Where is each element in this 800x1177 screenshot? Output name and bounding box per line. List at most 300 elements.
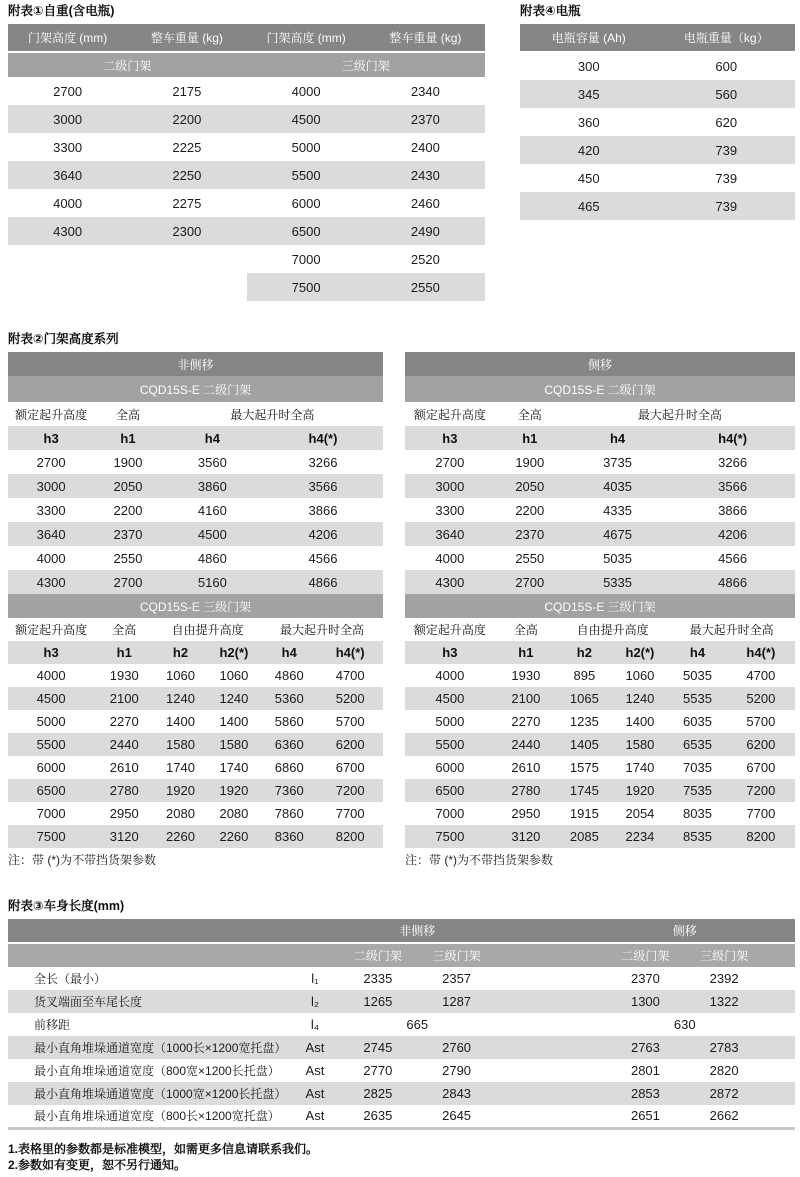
cell: 2950 (511, 806, 541, 821)
cell: 1240 (625, 691, 655, 706)
cell: 2340 (410, 83, 440, 99)
cell: 1400 (166, 714, 195, 729)
group-header: 三级门架 (247, 52, 486, 77)
band-spacer (763, 943, 795, 967)
cell: 5200 (746, 691, 776, 706)
cell: 2700 (113, 574, 143, 590)
cell: 1235 (569, 714, 599, 729)
table-row (520, 164, 795, 192)
cell: 1580 (166, 737, 195, 752)
cell: 2700 (515, 574, 545, 590)
cell: 1920 (166, 783, 195, 798)
spacer-cell (763, 1036, 795, 1059)
cell: 2080 (219, 806, 249, 821)
group-header: 额定起升高度 (405, 618, 495, 641)
cell: 7200 (335, 783, 365, 798)
band-spacer (763, 919, 795, 943)
spacer-cell (763, 1082, 795, 1105)
cell: 3300 (36, 502, 66, 518)
cell: 4866 (308, 574, 338, 590)
table-row (8, 733, 383, 756)
cell: 2270 (109, 714, 139, 729)
cell (127, 273, 246, 301)
cell: 8535 (683, 829, 712, 844)
cell: 6700 (335, 760, 365, 775)
cell: 4500 (197, 526, 227, 542)
column-header: h4 (261, 641, 317, 664)
cell: 7500 (36, 829, 66, 844)
cell: 4000 (36, 668, 66, 683)
cell: 3640 (53, 167, 83, 183)
cell: 2250 (172, 167, 202, 183)
cell: 8200 (746, 829, 776, 844)
cell: 4000 (435, 668, 465, 683)
column-header: h2 (557, 641, 612, 664)
cell: 620 (715, 114, 738, 130)
table-body (405, 664, 795, 848)
spacer-cell (763, 990, 795, 1013)
cell: 6200 (746, 737, 776, 752)
table-body (8, 664, 383, 848)
cell: 1400 (219, 714, 249, 729)
variant-band-row (8, 919, 795, 943)
cell: 1300 (630, 994, 660, 1009)
cell: 2370 (515, 526, 545, 542)
column-header: h4 (162, 426, 263, 450)
three-stage-mast-table (405, 594, 795, 848)
model-band-row (405, 376, 795, 402)
row-symbol: l₄ (310, 1017, 320, 1032)
cell: 2225 (172, 139, 202, 155)
row-symbol: l₁ (311, 971, 319, 986)
row-symbol: Ast (305, 1108, 325, 1124)
table3-title: 附表③车身长度(mm) (8, 899, 125, 913)
cell: 2790 (442, 1063, 472, 1078)
spacer-cell (763, 1059, 795, 1082)
cell: 4700 (335, 668, 365, 683)
column-header: h3 (405, 426, 495, 450)
cell: 4675 (603, 526, 632, 542)
table-row (8, 474, 383, 498)
cell: 2550 (410, 279, 440, 295)
cell: 7535 (683, 783, 712, 798)
cell: 3640 (36, 526, 66, 542)
table-row (405, 498, 795, 522)
cell: 6860 (274, 760, 304, 775)
cell: 600 (715, 59, 738, 74)
group-header-row (8, 618, 383, 641)
row-symbol: Ast (305, 1086, 325, 1101)
cell: 2200 (113, 502, 143, 518)
cell: 2700 (53, 83, 83, 99)
cell: 6500 (36, 783, 66, 798)
row-label: 最小直角堆垛通道宽度（800宽×1200长托盘） (34, 1064, 280, 1078)
column-header: 三级门架 (417, 943, 496, 967)
table-row (405, 710, 795, 733)
cell: 5860 (274, 714, 304, 729)
table-row (8, 161, 485, 189)
table-row (520, 80, 795, 108)
note-text: 注：带 (*)为不带挡货架参数 (405, 853, 553, 867)
cell: 560 (715, 86, 738, 102)
cell: 1575 (569, 760, 599, 775)
cell: 2050 (515, 478, 545, 494)
table2-title: 附表②门架高度系列 (8, 332, 119, 346)
column-header: h1 (495, 641, 557, 664)
table-row (8, 450, 383, 474)
table-row (8, 77, 485, 105)
two-stage-mast-table (405, 352, 795, 594)
cell: 5335 (603, 574, 632, 590)
row-label: 货叉端面至车尾长度 (34, 995, 143, 1009)
cell: 4000 (435, 550, 465, 566)
group-header: 全高 (94, 618, 154, 641)
two-stage-mast-table (8, 352, 383, 594)
table-row (8, 825, 383, 848)
group-header: 自由提升高度 (154, 618, 261, 641)
cell: 4335 (603, 502, 632, 518)
cell: 3566 (718, 478, 748, 494)
cell: 345 (577, 86, 600, 102)
table-body (8, 967, 795, 1128)
spacer-cell (496, 1036, 606, 1059)
cell: 2700 (435, 454, 465, 470)
cell: 2335 (363, 971, 393, 986)
cell (8, 245, 127, 273)
group-header-row (405, 402, 795, 426)
group-header: 最大起升时全高 (565, 402, 795, 426)
cell: 4700 (746, 668, 776, 683)
cell: 4000 (53, 195, 83, 211)
cell: 7700 (335, 806, 365, 821)
cell: 739 (715, 198, 738, 214)
cell: 2700 (36, 454, 66, 470)
cell: 5700 (335, 714, 365, 729)
group-header: 额定起升高度 (8, 618, 94, 641)
cell: 4860 (197, 550, 227, 566)
table-row (8, 570, 383, 594)
cell: 2520 (410, 251, 440, 267)
table-row (405, 570, 795, 594)
cell: 2853 (630, 1086, 660, 1101)
group-header: 全高 (495, 618, 557, 641)
cell: 1930 (511, 668, 541, 683)
cell: 7200 (746, 783, 776, 798)
model-band-row (8, 376, 383, 402)
cell: 4300 (53, 223, 83, 239)
cell: 2200 (172, 111, 202, 127)
table-row (8, 105, 485, 133)
spacer-cell (763, 1105, 795, 1128)
table-row (405, 733, 795, 756)
model-band-row (405, 594, 795, 618)
cell: 2825 (363, 1086, 393, 1101)
spacer-cell (763, 967, 795, 990)
column-header: 三级门架 (685, 943, 764, 967)
table-row (8, 687, 383, 710)
cell: 3266 (308, 454, 338, 470)
cell: 2745 (363, 1040, 393, 1055)
cell: 3000 (36, 478, 66, 494)
cell: 2440 (511, 737, 541, 752)
cell: 2635 (363, 1108, 393, 1124)
body-length-table (8, 919, 795, 1130)
cell: 4500 (291, 111, 321, 127)
model-band-row (8, 594, 383, 618)
cell: 1740 (625, 760, 655, 775)
cell: 5000 (435, 714, 465, 729)
table-row (8, 1013, 795, 1036)
table-row (8, 1105, 795, 1128)
table-row (405, 756, 795, 779)
table-row (405, 779, 795, 802)
band-spacer (496, 943, 606, 967)
cell: 5535 (683, 691, 712, 706)
cell: 2275 (172, 195, 202, 211)
table-row (8, 756, 383, 779)
variant-band-label: 侧移 (405, 352, 795, 376)
cell: 6535 (683, 737, 712, 752)
column-header: h1 (94, 641, 154, 664)
cell: 6360 (274, 737, 304, 752)
cell: 3300 (435, 502, 465, 518)
cell: 1240 (166, 691, 195, 706)
cell: 5700 (746, 714, 776, 729)
cell: 4206 (308, 526, 338, 542)
table1-title: 附表①自重(含电瓶) (8, 4, 115, 18)
cell (8, 273, 127, 301)
cell: 2392 (709, 971, 739, 986)
cell: 1740 (166, 760, 195, 775)
footer-notes (8, 1141, 788, 1173)
cell: 2175 (172, 83, 202, 99)
cell: 1930 (109, 668, 139, 683)
column-header: 整车重量 (kg) (127, 24, 246, 52)
table-body (8, 77, 485, 301)
self-weight-table (8, 24, 485, 301)
variant-band-label: 非侧移 (8, 352, 383, 376)
table-row (8, 802, 383, 825)
table-row (405, 474, 795, 498)
cell: 2610 (511, 760, 541, 775)
cell: 3266 (718, 454, 748, 470)
cell: 2872 (709, 1086, 739, 1101)
battery-table (520, 24, 795, 220)
cell: 5000 (291, 139, 321, 155)
spacer-cell (496, 1013, 606, 1036)
table-row (8, 1036, 795, 1059)
table-row (8, 546, 383, 570)
cell: 4866 (718, 574, 748, 590)
column-header: h3 (405, 641, 495, 664)
group-header-row (8, 402, 383, 426)
cell: 7500 (291, 279, 321, 295)
column-header: h2(*) (612, 641, 669, 664)
table-row (405, 664, 795, 687)
cell: 5035 (683, 668, 712, 683)
three-stage-mast-table (8, 594, 383, 848)
table-row (8, 498, 383, 522)
cell: 2370 (410, 111, 440, 127)
table-row (8, 710, 383, 733)
cell: 2843 (442, 1086, 472, 1101)
table-row (8, 522, 383, 546)
cell: 1920 (219, 783, 249, 798)
group-header: 侧移 (606, 919, 763, 943)
cell: 2820 (709, 1063, 739, 1078)
cell: 4035 (603, 478, 632, 494)
cell: 895 (573, 668, 596, 683)
mast-group-row (8, 52, 485, 77)
cell: 6000 (36, 760, 66, 775)
symbol-header-row (8, 641, 383, 664)
cell: 4860 (274, 668, 304, 683)
cell: 3866 (308, 502, 338, 518)
cell: 2085 (569, 829, 599, 844)
mast-variant-sideshift (405, 352, 795, 868)
cell: 4300 (36, 574, 66, 590)
column-header: h4(*) (263, 426, 383, 450)
cell: 1287 (442, 994, 472, 1009)
cell: 2651 (630, 1108, 660, 1124)
cell: 6035 (683, 714, 712, 729)
variant-band-row (405, 352, 795, 376)
cell: 1265 (363, 994, 393, 1009)
cell: 3866 (718, 502, 748, 518)
cell: 2430 (410, 167, 440, 183)
table-row (8, 217, 485, 245)
cell: 450 (577, 170, 600, 186)
cell: 3735 (603, 454, 632, 470)
model-band-label: CQD15S-E 二级门架 (405, 376, 795, 402)
cell: 2260 (166, 829, 195, 844)
cell: 1580 (219, 737, 249, 752)
cell: 4566 (718, 550, 748, 566)
cell: 1060 (219, 668, 249, 683)
self-weight-section (8, 4, 485, 301)
cell: 3560 (197, 454, 227, 470)
cell: 5200 (335, 691, 365, 706)
column-header: h4 (565, 426, 670, 450)
cell: 2270 (511, 714, 541, 729)
group-header: 最大起升时全高 (261, 618, 383, 641)
group-header: 非侧移 (339, 919, 496, 943)
cell: 2100 (109, 691, 139, 706)
cell: 2780 (109, 783, 139, 798)
column-header: h4 (668, 641, 727, 664)
spacer-cell (496, 990, 606, 1013)
cell: 2357 (442, 971, 472, 986)
row-label: 最小直角堆垛通道宽度（1000长×1200宽托盘） (34, 1041, 287, 1055)
cell: 3566 (308, 478, 338, 494)
cell: 1920 (625, 783, 655, 798)
column-header: 整车重量 (kg) (366, 24, 485, 52)
table-row (520, 136, 795, 164)
cell: 3120 (511, 829, 541, 844)
mast-variant-nonsideshift (8, 352, 383, 868)
cell: 3300 (53, 139, 83, 155)
cell: 2234 (625, 829, 655, 844)
model-band-label: CQD15S-E 二级门架 (8, 376, 383, 402)
cell: 4300 (435, 574, 465, 590)
note-text: 注：带 (*)为不带挡货架参数 (8, 853, 156, 867)
cell: 1745 (569, 783, 599, 798)
cell: 2763 (630, 1040, 660, 1055)
cell: 8035 (683, 806, 712, 821)
column-header: 门架高度 (mm) (247, 24, 366, 52)
cell: 3000 (435, 478, 465, 494)
table-header-row (520, 24, 795, 52)
symbol-header-row (405, 426, 795, 450)
column-header: 电瓶重量（kg） (658, 24, 796, 52)
row-symbol: l₂ (310, 994, 319, 1009)
group-header: 最大起升时全高 (668, 618, 795, 641)
cell: 665 (406, 1017, 429, 1032)
table-row (8, 664, 383, 687)
cell: 2300 (172, 223, 202, 239)
column-header: h1 (94, 426, 162, 450)
cell: 2770 (363, 1063, 393, 1078)
cell: 5035 (603, 550, 632, 566)
cell: 2370 (113, 526, 143, 542)
cell: 7035 (683, 760, 712, 775)
cell: 8360 (274, 829, 304, 844)
table-row (405, 825, 795, 848)
cell: 3860 (197, 478, 227, 494)
column-header: h1 (495, 426, 565, 450)
cell: 5000 (36, 714, 66, 729)
cell: 5160 (197, 574, 227, 590)
model-band-label: CQD15S-E 三级门架 (8, 594, 383, 618)
mast-subheader-row (8, 943, 795, 967)
table-row (8, 245, 485, 273)
cell: 2662 (709, 1108, 739, 1124)
variant-band-row (8, 352, 383, 376)
cell: 300 (577, 59, 600, 74)
group-header: 全高 (94, 402, 162, 426)
cell: 2760 (442, 1040, 472, 1055)
table-row (405, 687, 795, 710)
cell: 2490 (410, 223, 440, 239)
cell: 2780 (511, 783, 541, 798)
spacer-cell (496, 1059, 606, 1082)
table-row (8, 1059, 795, 1082)
cell: 4000 (36, 550, 66, 566)
cell: 7000 (435, 806, 465, 821)
cell: 2440 (109, 737, 139, 752)
band-spacer (8, 919, 339, 943)
cell: 1740 (219, 760, 249, 775)
cell: 2783 (709, 1040, 739, 1055)
table-row (8, 967, 795, 990)
table-row (8, 779, 383, 802)
cell: 7700 (746, 806, 776, 821)
column-header: h2(*) (207, 641, 261, 664)
cell: 2080 (166, 806, 195, 821)
symbol-header-row (405, 641, 795, 664)
column-header: 电瓶容量 (Ah) (520, 24, 658, 52)
cell: 2550 (113, 550, 143, 566)
group-header: 额定起升高度 (8, 402, 94, 426)
cell: 5500 (435, 737, 465, 752)
cell: 5360 (274, 691, 304, 706)
cell: 1322 (709, 994, 739, 1009)
spacer-cell (496, 1082, 606, 1105)
cell: 7860 (274, 806, 304, 821)
table-row (405, 802, 795, 825)
mast-height-section (8, 332, 795, 868)
row-label: 最小直角堆垛通道宽度（800长×1200宽托盘） (34, 1109, 280, 1124)
